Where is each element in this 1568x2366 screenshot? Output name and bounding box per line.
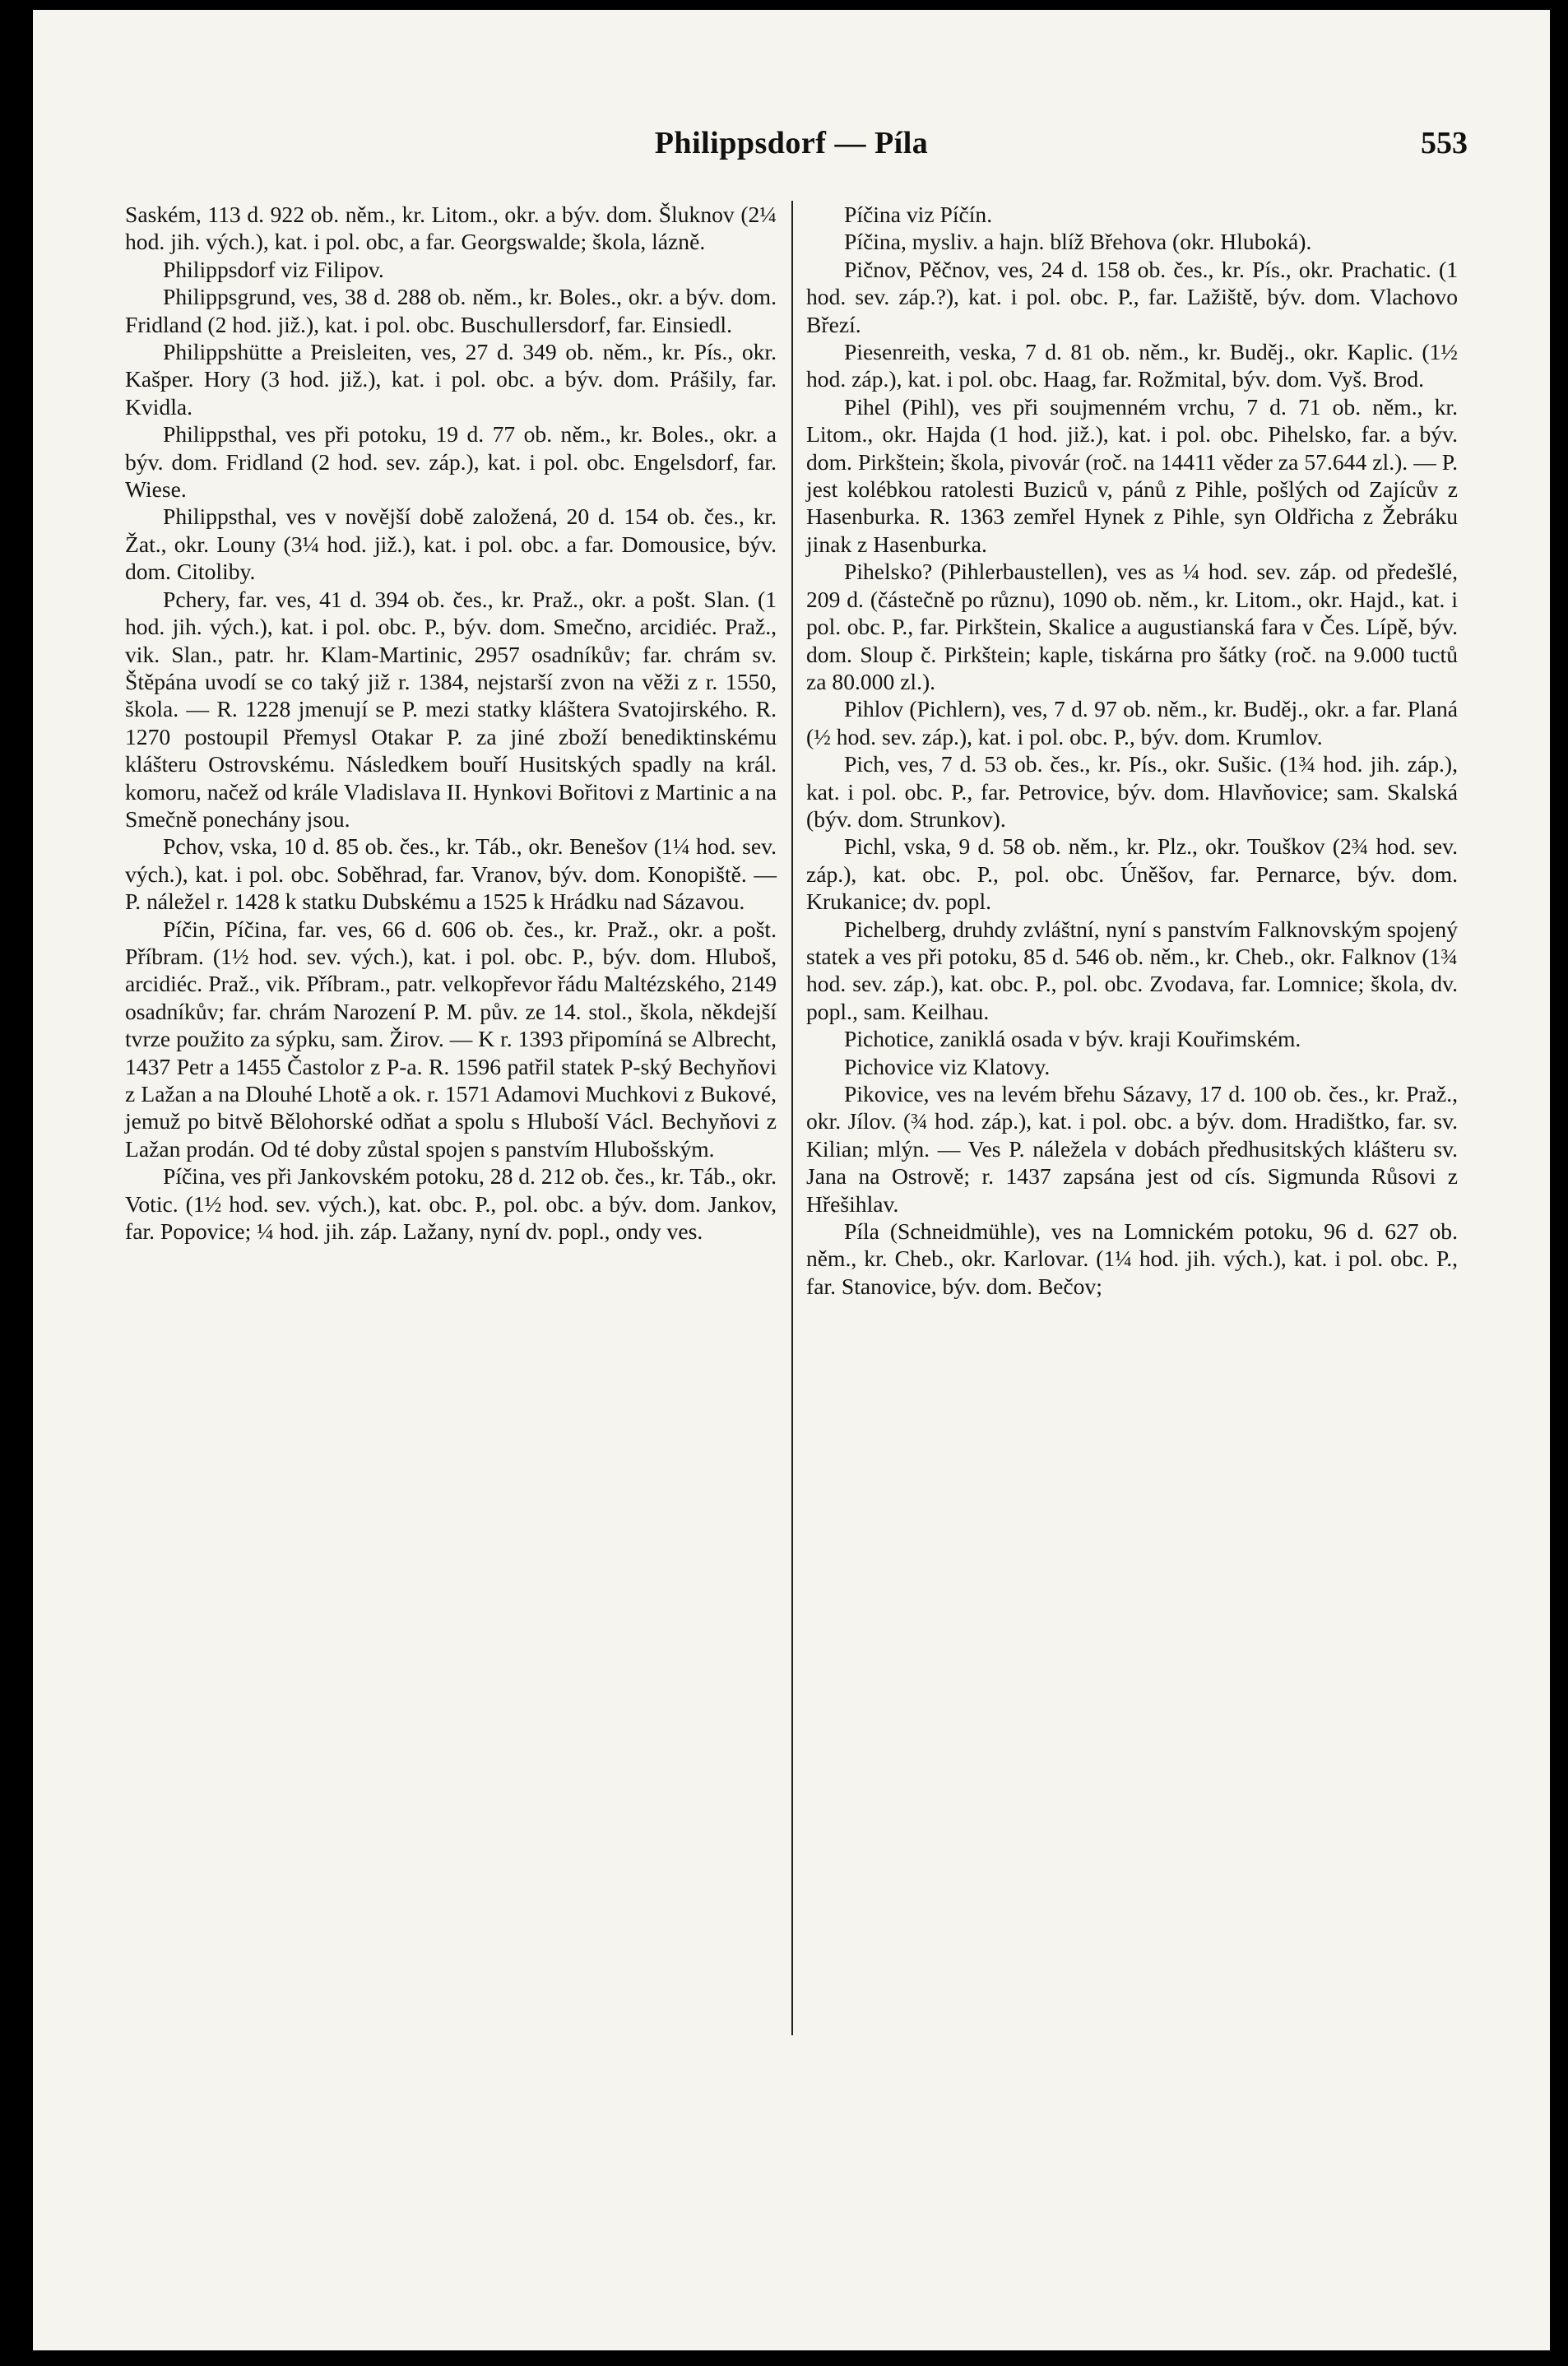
gazetteer-entry: Piesenreith, veska, 7 d. 81 ob. něm., kr. Buděj., okr. Kaplic. (1½ hod. záp.), kat. i pol. obc. Haag, far. Rožmital, býv. dom. Vyš. Brod. — [806, 339, 1458, 392]
gazetteer-entry: Pihelsko? (Pihlerbaustellen), ves as ¼ hod. sev. záp. od předešlé, 209 d. (částečně po různu), 1090 ob. něm., kr. Litom., okr. Hajd., kat. i pol. obc. P., far. Pirkštein, Skalice a augustianská fara v Čes. Lípě, býv. dom. Sloup č. Pirkštein; kaple, tiskárna pro šátky (roč. na 9.000 tuctů za 80.000 zl.). — [806, 559, 1458, 694]
gazetteer-entry: Píčina, ves při Jankovském potoku, 28 d. 212 ob. čes., kr. Táb., okr. Votic. (1½ hod. sev. vých.), kat. obc. P., pol. obc. a býv. dom. Jankov, far. Popovice; ¼ hod. jih. záp. Lažany, nyní dv. popl., ondy ves. — [125, 1163, 777, 1245]
gazetteer-entry: Pihel (Pihl), ves při soujmenném vrchu, 7 d. 71 ob. něm., kr. Litom., okr. Hajda (1 hod. již.), kat. i pol. obc. Pihelsko, far. a býv. dom. Pirkštein; škola, pivovár (roč. na 14411 věder za 57.644 zl.). — P. jest kolébkou ratolesti Buziců v, pánů z Pihle, pošlých od Zajícův z Hasenburka. R. 1363 zemřel Hynek z Pihle, syn Oldřicha z Žebráku jinak z Hasenburka. — [806, 393, 1458, 557]
gazetteer-entry: Saském, 113 d. 922 ob. něm., kr. Litom., okr. a býv. dom. Šluknov (2¼ hod. jih. vých.), kat. i pol. obc, a far. Georgswalde; škola, lázně. — [125, 202, 777, 255]
gazetteer-entry: Pichovice viz Klatovy. — [844, 1053, 1051, 1079]
left-column — [125, 201, 777, 1245]
gazetteer-entry: Philippsdorf viz Filipov. — [163, 256, 384, 282]
gazetteer-entry: Philippshütte a Preisleiten, ves, 27 d. 349 ob. něm., kr. Pís., okr. Kašper. Hory (3 hod. již.), kat. i pol. obc. a býv. dom. Prášily, far. Kvidla. — [125, 339, 777, 420]
gazetteer-entry: Píčina, mysliv. a hajn. blíž Břehova (okr. Hluboká). — [844, 229, 1312, 255]
gazetteer-entry: Philippsthal, ves při potoku, 19 d. 77 ob. něm., kr. Boles., okr. a býv. dom. Fridland (2 hod. sev. záp.), kat. i pol. obc. Engelsdorf, far. Wiese. — [125, 421, 777, 503]
page-number: 553 — [1421, 126, 1468, 160]
running-title: Philippsdorf — Píla — [654, 126, 929, 160]
column-divider — [791, 201, 793, 2035]
gazetteer-entry: Pchery, far. ves, 41 d. 394 ob. čes., kr. Praž., okr. a pošt. Slan. (1 hod. jih. vých.), kat. i pol. obc. P., býv. dom. Smečno, arcidiéc. Praž., vik. Slan., patr. hr. Klam-Martinic, 2957 osadníkův; far. chrám sv. Štěpána uvodí se co taký již r. 1384, nejstarší zvon na věži z r. 1550, škola. — R. 1228 jmenují se P. mezi statky kláštera Svatojirského. R. 1270 postoupil Přemysl Otakar P. za jiné zboží benediktinskému klášteru Ostrovskému. Následkem bouří Husitských spadly na král. komoru, načež od krále Vladislava II. Hynkovi Bořitovi z Martinic a na Smečně ponechány jsou. — [125, 586, 777, 832]
gazetteer-entry: Píla (Schneidmühle), ves na Lomnickém potoku, 96 d. 627 ob. něm., kr. Cheb., okr. Karlovar. (1¼ hod. jih. vých.), kat. i pol. obc. P., far. Stanovice, býv. dom. Bečov; — [806, 1218, 1458, 1299]
page-header — [33, 125, 1550, 174]
gazetteer-entry: Pich, ves, 7 d. 53 ob. čes., kr. Pís., okr. Sušic. (1¾ hod. jih. záp.), kat. i pol. obc. P., far. Petrovice, býv. dom. Hlavňovice; sam. Skalská (býv. dom. Strunkov). — [806, 751, 1458, 832]
text-columns — [125, 201, 1474, 2257]
gazetteer-entry: Pichotice, zaniklá osada v býv. kraji Kouřimském. — [844, 1026, 1301, 1052]
gazetteer-entry: Pchov, vska, 10 d. 85 ob. čes., kr. Táb., okr. Benešov (1¼ hod. sev. vých.), kat. i pol. obc. Soběhrad, far. Vranov, býv. dom. Konopiště. — P. náležel r. 1428 k statku Dubskému a 1525 k Hrádku nad Sázavou. — [125, 833, 777, 915]
gazetteer-entry: Pikovice, ves na levém břehu Sázavy, 17 d. 100 ob. čes., kr. Praž., okr. Jílov. (¾ hod. záp.), kat. i pol. obc. a býv. dom. Hradištko, far. sv. Kilian; mlýn. — Ves P. náležela v dobách předhusitských klášteru sv. Jana na Ostrově; r. 1437 zapsána jest od cís. Sigmunda Růsovi z Hřešihlav. — [806, 1081, 1458, 1217]
gazetteer-entry: Pichelberg, druhdy zvláštní, nyní s panstvím Falknovským spojený statek a ves při potoku, 85 d. 546 ob. něm., kr. Cheb., okr. Falknov (1¾ hod. sev. záp.), kat. obc. P., pol. obc. Zvodava, far. Lomnice; škola, dv. popl., sam. Keilhau. — [806, 916, 1458, 1024]
gazetteer-entry: Pichl, vska, 9 d. 58 ob. něm., kr. Plz., okr. Touškov (2¾ hod. sev. záp.), kat. obc. P., pol. obc. Úněšov, far. Pernarce, býv. dom. Krukanice; dv. popl. — [806, 833, 1458, 915]
gazetteer-entry: Philippsthal, ves v novější době založená, 20 d. 154 ob. čes., kr. Žat., okr. Louny (3¼ hod. již.), kat. i pol. obc. a far. Domousice, býv. dom. Citoliby. — [125, 503, 777, 585]
gazetteer-entry: Píčin, Píčina, far. ves, 66 d. 606 ob. čes., kr. Praž., okr. a pošt. Příbram. (1½ hod. sev. vých.), kat. i pol. obc. P., býv. dom. Hluboš, arcidiéc. Praž., vik. Příbram., patr. velkopřevor řádu Maltézského, 2149 osadníkův; far. chrám Narození P. M. pův. ze 14. stol., škola, někdejší tvrze použito za sýpku, sam. Žirov. — K r. 1393 připomíná se Albrecht, 1437 Petr a 1455 Častolor z P-a. R. 1596 patřil statek P-ský Bechyňovi z Lažan a na Dlouhé Lhotě a ok. r. 1571 Adamovi Muchkovi z Bukové, jemuž po bitvě Bělohorské odňat a spolu s Hluboší Václ. Bechyňovi z Lažan prodán. Od té doby zůstal spojen s panstvím Hlubošským. — [125, 916, 777, 1162]
gazetteer-entry: Pičnov, Pěčnov, ves, 24 d. 158 ob. čes., kr. Pís., okr. Prachatic. (1 hod. sev. záp.?), kat. i pol. obc. P., far. Lažiště, býv. dom. Vlachovo Březí. — [806, 256, 1458, 337]
gazetteer-entry: Philippsgrund, ves, 38 d. 288 ob. něm., kr. Boles., okr. a býv. dom. Fridland (2 hod. již.), kat. i pol. obc. Buschullersdorf, far. Einsiedl. — [125, 284, 777, 337]
gazetteer-entry: Pihlov (Pichlern), ves, 7 d. 97 ob. něm., kr. Buděj., okr. a far. Planá (½ hod. sev. záp.), kat. i pol. obc. P., býv. dom. Krumlov. — [806, 696, 1458, 749]
gazetteer-entry: Píčina viz Píčín. — [844, 202, 993, 227]
right-column — [806, 201, 1458, 1300]
scanned-page — [33, 10, 1550, 2350]
